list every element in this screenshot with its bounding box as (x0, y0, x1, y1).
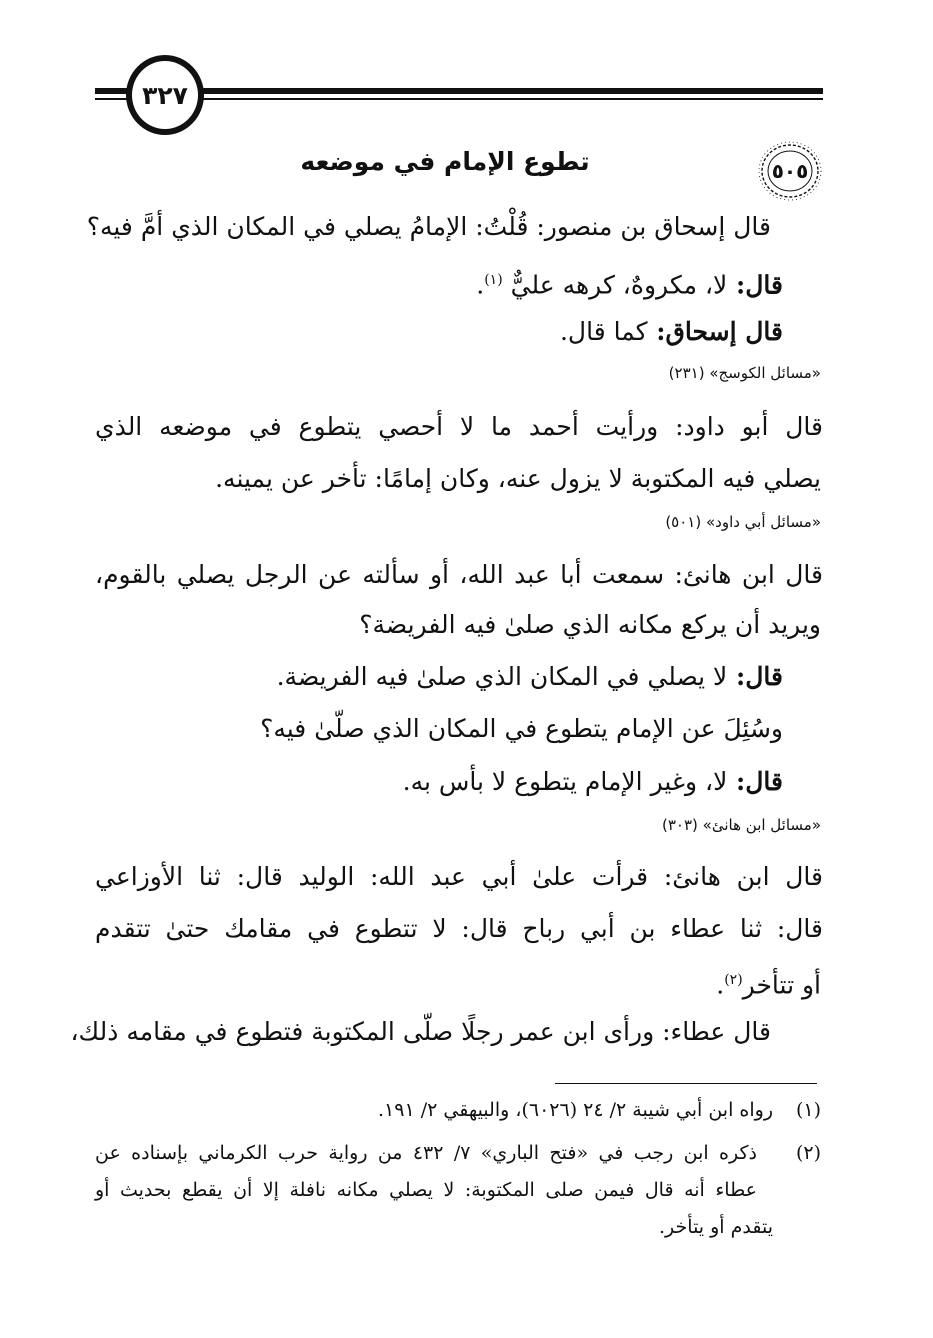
page-number-oval (126, 55, 204, 135)
source-citation: «مسائل الكوسج» (٢٣١) (668, 364, 821, 382)
footnote-separator (555, 1083, 817, 1084)
footnote-number: (١) (795, 1099, 821, 1121)
page-number: ٣٢٧ (142, 80, 188, 110)
text-line: ويريد أن يركع مكانه الذي صلىٰ فيه الفريضة؟ (359, 610, 821, 639)
text-line: قال أبو داود: ورأيت أحمد ما لا أحصي يتطوع في موضعه الذي (95, 412, 823, 441)
text-line: يصلي فيه المكتوبة لا يزول عنه، وكان إمامًا: تأخر عن يمينه. (215, 464, 821, 493)
footnote-number: (٢) (795, 1142, 821, 1164)
text-line: وسُئِلَ عن الإمام يتطوع في المكان الذي صلّىٰ فيه؟ (260, 714, 783, 743)
source-citation: «مسائل ابن هانئ» (٣٠٣) (662, 816, 821, 834)
text-line: قال ابن هانئ: سمعت أبا عبد الله، أو سألته عن الرجل يصلي بالقوم، (95, 560, 823, 589)
text-line: قال: لا، مكروهٌ، كرهه عليٌّ $^{(١)}$. (476, 270, 783, 300)
text-line: قال ابن هانئ: قرأت علىٰ أبي عبد الله: الوليد قال: ثنا الأوزاعي (95, 862, 823, 891)
text-line: قال: لا، وغير الإمام يتطوع لا بأس به. (402, 767, 783, 796)
text-line: قال إسحاق: كما قال. (559, 317, 783, 346)
text-line: أو تتأخر$^{(٢)}$. (716, 970, 821, 1000)
footnote-text: يتقدم أو يتأخر. (659, 1216, 773, 1238)
text-line: قال إسحاق بن منصور: قُلْتُ: الإمامُ يصلي في المكان الذي أمَّ فيه؟ (86, 212, 771, 241)
section-number: ٥٠٥ (771, 159, 809, 183)
header-rule-thick (95, 88, 823, 94)
text-line: قال عطاء: ورأى ابن عمر رجلًا صلّى المكتوبة فتطوع في مقامه ذلك، (70, 1017, 771, 1046)
footnote-text: رواه ابن أبي شيبة ٢/ ٢٤ (٦٠٢٦)، والبيهقي ٢/ ١٩١. (377, 1099, 773, 1121)
source-citation: «مسائل أبي داود» (٥٠١) (665, 513, 821, 531)
footnote-text: ذكره ابن رجب في «فتح الباري» ٧/ ٤٣٢ من رواية حرب الكرماني بإسناده عن (95, 1142, 757, 1164)
text-line: قال: لا يصلي في المكان الذي صلىٰ فيه الفريضة. (276, 662, 783, 691)
footnote-text: عطاء أنه قال فيمن صلى المكتوبة: لا يصلي مكانه نافلة إلا أن يقطع بحديث أو (95, 1179, 757, 1201)
text-line: قال: ثنا عطاء بن أبي رباح قال: لا تتطوع في مقامك حتىٰ تتقدم (95, 914, 823, 943)
header-rule-thin (95, 98, 823, 100)
section-title: تطوع الإمام في موضعه (300, 147, 590, 176)
